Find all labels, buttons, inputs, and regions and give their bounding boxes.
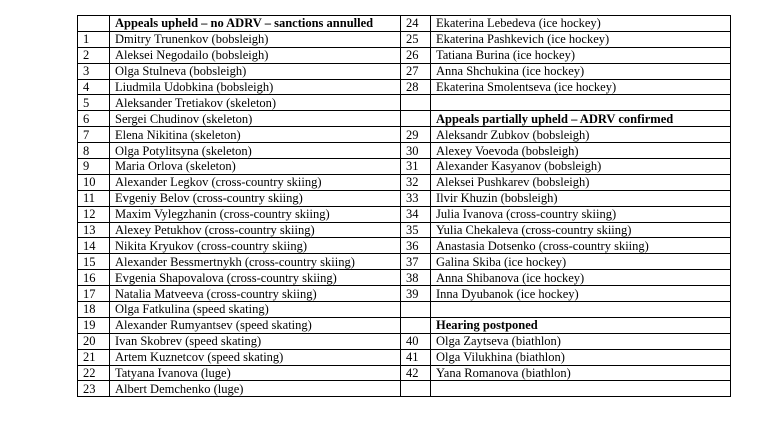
right-athlete-name <box>431 95 731 111</box>
right-athlete-name: Anna Shibanova (ice hockey) <box>431 270 731 286</box>
left-athlete-number: 19 <box>78 317 110 333</box>
table-row <box>78 159 731 175</box>
left-athlete-name: Evgeniy Belov (cross-country skiing) <box>110 190 401 206</box>
right-athlete-number: 40 <box>401 333 431 349</box>
table-row <box>78 270 731 286</box>
right-athlete-number: 39 <box>401 286 431 302</box>
left-athlete-number: 1 <box>78 31 110 47</box>
right-athlete-number <box>401 111 431 127</box>
table-body <box>78 16 731 397</box>
left-athlete-name: Alexander Legkov (cross-country skiing) <box>110 174 401 190</box>
left-athlete-number: 7 <box>78 127 110 143</box>
right-athlete-name: Ekaterina Pashkevich (ice hockey) <box>431 31 731 47</box>
left-athlete-number: 8 <box>78 143 110 159</box>
right-athlete-number: 38 <box>401 270 431 286</box>
right-athlete-name: Galina Skiba (ice hockey) <box>431 254 731 270</box>
right-athlete-name: Yana Romanova (biathlon) <box>431 365 731 381</box>
right-athlete-name <box>431 381 731 397</box>
left-athlete-name: Nikita Kryukov (cross-country skiing) <box>110 238 401 254</box>
table-row <box>78 381 731 397</box>
left-athlete-number: 12 <box>78 206 110 222</box>
left-athlete-number: 20 <box>78 333 110 349</box>
table-row <box>78 143 731 159</box>
left-athlete-number: 6 <box>78 111 110 127</box>
right-athlete-name: Alexander Kasyanov (bobsleigh) <box>431 159 731 175</box>
right-athlete-name: Alexey Voevoda (bobsleigh) <box>431 143 731 159</box>
left-athlete-name: Olga Stulneva (bobsleigh) <box>110 63 401 79</box>
left-athlete-name: Tatyana Ivanova (luge) <box>110 365 401 381</box>
left-athlete-name: Dmitry Trunenkov (bobsleigh) <box>110 31 401 47</box>
right-section-heading: Appeals partially upheld – ADRV confirmed <box>431 111 731 127</box>
table-row <box>78 365 731 381</box>
table-row <box>78 31 731 47</box>
right-athlete-name: Julia Ivanova (cross-country skiing) <box>431 206 731 222</box>
right-athlete-number: 36 <box>401 238 431 254</box>
left-athlete-name: Maxim Vylegzhanin (cross-country skiing) <box>110 206 401 222</box>
left-athlete-name: Alexander Rumyantsev (speed skating) <box>110 317 401 333</box>
right-athlete-name: Tatiana Burina (ice hockey) <box>431 47 731 63</box>
table-row <box>78 333 731 349</box>
left-athlete-number: 15 <box>78 254 110 270</box>
table-row <box>78 63 731 79</box>
left-athlete-number <box>78 16 110 32</box>
left-athlete-number: 10 <box>78 174 110 190</box>
athletes-table <box>77 15 731 397</box>
right-athlete-number: 32 <box>401 174 431 190</box>
right-athlete-name: Olga Zaytseva (biathlon) <box>431 333 731 349</box>
right-athlete-name: Ekaterina Smolentseva (ice hockey) <box>431 79 731 95</box>
table-row <box>78 254 731 270</box>
right-athlete-name <box>431 302 731 318</box>
right-athlete-name: Ekaterina Lebedeva (ice hockey) <box>431 16 731 32</box>
left-athlete-name: Alexey Petukhov (cross-country skiing) <box>110 222 401 238</box>
left-athlete-number: 23 <box>78 381 110 397</box>
right-athlete-number <box>401 302 431 318</box>
table-row <box>78 349 731 365</box>
table-row <box>78 111 731 127</box>
table-row <box>78 127 731 143</box>
left-athlete-number: 14 <box>78 238 110 254</box>
left-section-heading: Appeals upheld – no ADRV – sanctions annulled <box>110 16 401 32</box>
right-athlete-number <box>401 95 431 111</box>
left-athlete-name: Artem Kuznetcov (speed skating) <box>110 349 401 365</box>
table-row <box>78 16 731 32</box>
table-row <box>78 190 731 206</box>
right-athlete-number: 42 <box>401 365 431 381</box>
right-athlete-name: Aleksei Pushkarev (bobsleigh) <box>431 174 731 190</box>
right-athlete-name: Ilvir Khuzin (bobsleigh) <box>431 190 731 206</box>
table-row <box>78 47 731 63</box>
left-athlete-number: 4 <box>78 79 110 95</box>
left-athlete-name: Alexander Bessmertnykh (cross-country skiing) <box>110 254 401 270</box>
table-row <box>78 317 731 333</box>
right-athlete-number <box>401 381 431 397</box>
left-athlete-name: Olga Fatkulina (speed skating) <box>110 302 401 318</box>
left-athlete-number: 11 <box>78 190 110 206</box>
table-row <box>78 222 731 238</box>
right-athlete-number: 29 <box>401 127 431 143</box>
right-athlete-name: Olga Vilukhina (biathlon) <box>431 349 731 365</box>
right-athlete-number: 24 <box>401 16 431 32</box>
left-athlete-number: 18 <box>78 302 110 318</box>
table-row <box>78 206 731 222</box>
left-athlete-name: Maria Orlova (skeleton) <box>110 159 401 175</box>
right-athlete-number: 35 <box>401 222 431 238</box>
table-row <box>78 286 731 302</box>
left-athlete-name: Aleksei Negodailo (bobsleigh) <box>110 47 401 63</box>
right-athlete-name: Inna Dyubanok (ice hockey) <box>431 286 731 302</box>
left-athlete-number: 13 <box>78 222 110 238</box>
left-athlete-number: 3 <box>78 63 110 79</box>
left-athlete-number: 22 <box>78 365 110 381</box>
left-athlete-number: 5 <box>78 95 110 111</box>
table-row <box>78 79 731 95</box>
left-athlete-name: Elena Nikitina (skeleton) <box>110 127 401 143</box>
table-row <box>78 238 731 254</box>
right-athlete-number: 25 <box>401 31 431 47</box>
right-section-heading: Hearing postponed <box>431 317 731 333</box>
right-athlete-number: 28 <box>401 79 431 95</box>
right-athlete-name: Yulia Chekaleva (cross-country skiing) <box>431 222 731 238</box>
right-athlete-number <box>401 317 431 333</box>
right-athlete-number: 31 <box>401 159 431 175</box>
left-athlete-number: 2 <box>78 47 110 63</box>
left-athlete-name: Aleksander Tretiakov (skeleton) <box>110 95 401 111</box>
right-athlete-number: 30 <box>401 143 431 159</box>
left-athlete-name: Evgenia Shapovalova (cross-country skiing) <box>110 270 401 286</box>
right-athlete-name: Anna Shchukina (ice hockey) <box>431 63 731 79</box>
right-athlete-number: 27 <box>401 63 431 79</box>
left-athlete-name: Natalia Matveeva (cross-country skiing) <box>110 286 401 302</box>
right-athlete-number: 34 <box>401 206 431 222</box>
left-athlete-name: Ivan Skobrev (speed skating) <box>110 333 401 349</box>
left-athlete-number: 9 <box>78 159 110 175</box>
left-athlete-number: 17 <box>78 286 110 302</box>
table-row <box>78 302 731 318</box>
left-athlete-number: 21 <box>78 349 110 365</box>
right-athlete-number: 26 <box>401 47 431 63</box>
left-athlete-name: Albert Demchenko (luge) <box>110 381 401 397</box>
left-athlete-name: Olga Potylitsyna (skeleton) <box>110 143 401 159</box>
right-athlete-number: 37 <box>401 254 431 270</box>
left-athlete-number: 16 <box>78 270 110 286</box>
right-athlete-name: Anastasia Dotsenko (cross-country skiing) <box>431 238 731 254</box>
right-athlete-number: 33 <box>401 190 431 206</box>
left-athlete-name: Sergei Chudinov (skeleton) <box>110 111 401 127</box>
right-athlete-number: 41 <box>401 349 431 365</box>
left-athlete-name: Liudmila Udobkina (bobsleigh) <box>110 79 401 95</box>
table-row <box>78 174 731 190</box>
right-athlete-name: Aleksandr Zubkov (bobsleigh) <box>431 127 731 143</box>
table-row <box>78 95 731 111</box>
